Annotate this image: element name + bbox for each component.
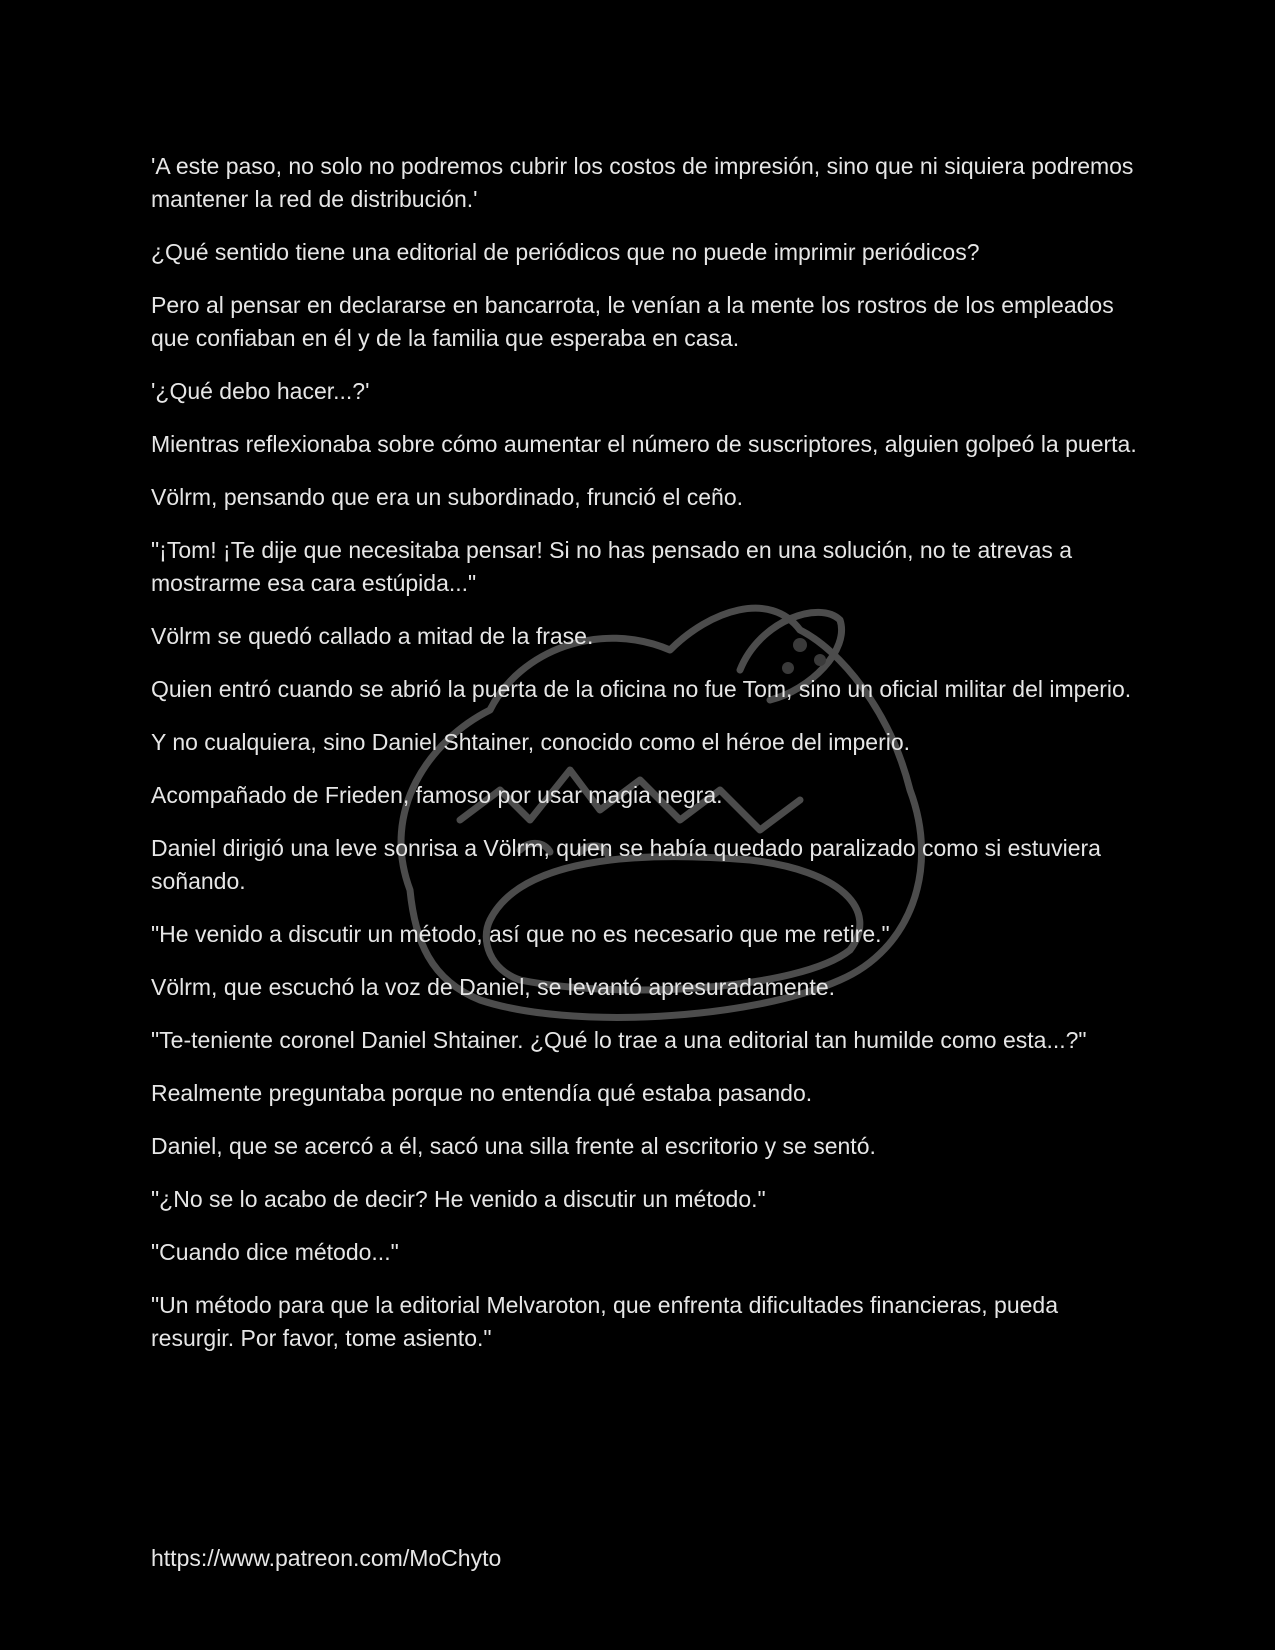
paragraph: "¿No se lo acabo de decir? He venido a discutir un método." [151,1186,766,1212]
paragraph: Quien entró cuando se abrió la puerta de la oficina no fue Tom, sino un oficial militar del imperio. [151,676,1132,702]
chapter-body [151,150,1141,1375]
paragraph: Pero al pensar en declararse en bancarrota, le venían a la mente los rostros de los empleados que confiaban en él y de la familia que esperaba en casa. [151,292,1114,351]
paragraph: '¿Qué debo hacer...?' [151,378,370,404]
paragraph: Daniel, que se acercó a él, sacó una silla frente al escritorio y se sentó. [151,1133,876,1159]
paragraph: "Un método para que la editorial Melvaroton, que enfrenta dificultades financieras, pueda resurgir. Por favor, tome asiento." [151,1292,1059,1351]
patreon-link[interactable]: https://www.patreon.com/MoChyto [151,1545,502,1571]
paragraph: Mientras reflexionaba sobre cómo aumentar el número de suscriptores, alguien golpeó la puerta. [151,431,1137,457]
paragraph: "Te-teniente coronel Daniel Shtainer. ¿Qué lo trae a una editorial tan humilde como esta...?" [151,1027,1087,1053]
paragraph: 'A este paso, no solo no podremos cubrir los costos de impresión, sino que ni siquiera podremos mantener la red de distribución.' [151,153,1134,212]
paragraph: "He venido a discutir un método, así que no es necesario que me retire." [151,921,890,947]
paragraph: ¿Qué sentido tiene una editorial de periódicos que no puede imprimir periódicos? [151,239,980,265]
paragraph: Völrm, que escuchó la voz de Daniel, se levantó apresuradamente. [151,974,836,1000]
paragraph: "Cuando dice método..." [151,1239,399,1265]
paragraph: Realmente preguntaba porque no entendía qué estaba pasando. [151,1080,813,1106]
paragraph: Völrm se quedó callado a mitad de la frase. [151,623,594,649]
paragraph: "¡Tom! ¡Te dije que necesitaba pensar! Si no has pensado en una solución, no te atrevas a mostrarme esa cara estúpida..." [151,537,1073,596]
paragraph: Acompañado de Frieden, famoso por usar magia negra. [151,782,723,808]
paragraph: Daniel dirigió una leve sonrisa a Völrm, quien se había quedado paralizado como si estuviera soñando. [151,835,1101,894]
paragraph: Y no cualquiera, sino Daniel Shtainer, conocido como el héroe del imperio. [151,729,911,755]
paragraph: Völrm, pensando que era un subordinado, frunció el ceño. [151,484,744,510]
